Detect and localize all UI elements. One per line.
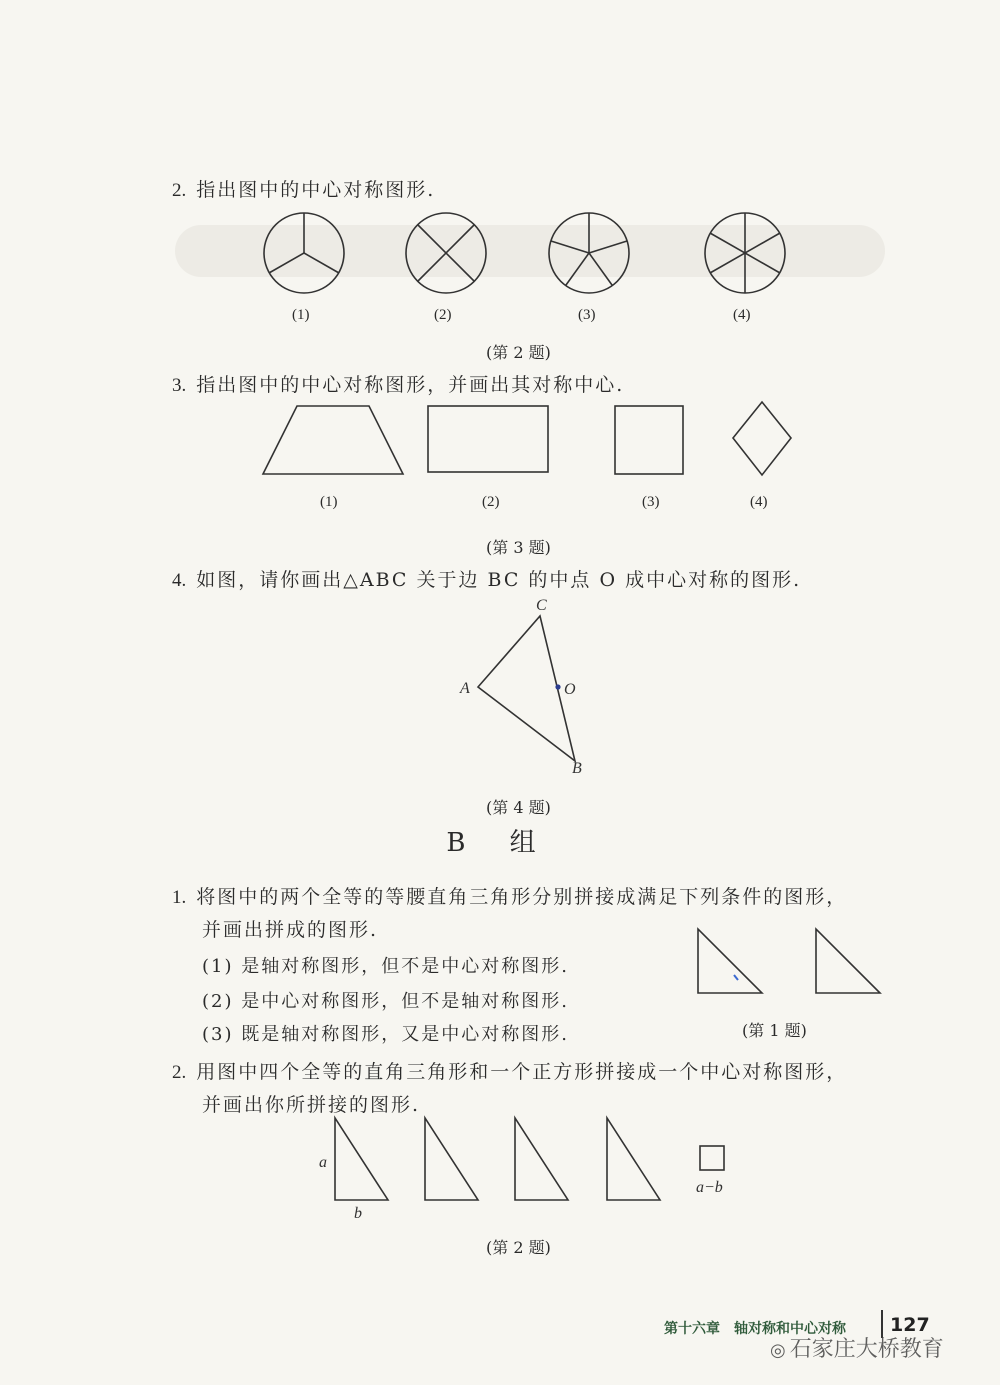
question-number: 2. — [172, 180, 187, 201]
question-number: 3. — [172, 375, 187, 396]
b2-pieces-figure — [310, 1110, 740, 1220]
isosceles-right-triangle-1 — [698, 929, 762, 993]
circle-3 — [549, 213, 629, 293]
midpoint-o — [555, 684, 560, 689]
triangle-abc — [478, 616, 575, 761]
rectangle-shape — [428, 406, 548, 472]
b1-caption: (第 1 题) — [742, 1021, 807, 1040]
question-text: 指出图中的中心对称图形. — [196, 179, 436, 201]
b2-caption: (第 2 题) — [486, 1238, 551, 1257]
trapezoid-shape — [263, 406, 403, 474]
question-text-line-1: 用图中四个全等的直角三角形和一个正方形拼接成一个中心对称图形， — [196, 1061, 848, 1083]
b-question-2-line-2: 并画出你所拼接的图形. — [202, 1094, 421, 1116]
question-4 — [172, 565, 801, 592]
square-side-label: a−b — [696, 1179, 723, 1196]
isosceles-right-triangle-2 — [816, 929, 880, 993]
circle-4 — [705, 213, 785, 293]
question-text-line-1: 将图中的两个全等的等腰直角三角形分别拼接成满足下列条件的图形， — [196, 886, 848, 908]
circle-2 — [406, 213, 486, 293]
circle-1 — [264, 213, 344, 293]
q3-caption: (第 3 题) — [486, 538, 551, 557]
vertex-b-label: B — [572, 760, 582, 777]
group-b-heading: B 组 — [446, 828, 554, 858]
b-question-2 — [172, 1057, 847, 1084]
vertex-a-label: A — [460, 680, 470, 697]
q3-label-1: (1) — [320, 494, 338, 510]
q2-label-2: (2) — [434, 307, 452, 323]
question-number: 4. — [172, 570, 187, 591]
q3-shapes-figure — [255, 398, 815, 483]
q2-label-4: (4) — [733, 307, 751, 323]
b1-item-3: (3) 既是轴对称图形，又是中心对称图形. — [202, 1024, 569, 1045]
q2-label-3: (3) — [578, 307, 596, 323]
right-triangle-4 — [607, 1118, 660, 1200]
question-number: 2. — [172, 1062, 187, 1083]
b-question-1 — [172, 882, 847, 909]
b-question-1-line-2: 并画出拼成的图形. — [202, 919, 379, 941]
q4-caption: (第 4 题) — [486, 798, 551, 817]
q3-label-4: (4) — [750, 494, 768, 510]
question-text: 如图，请你画出△ABC 关于边 BC 的中点 O 成中心对称的图形. — [196, 569, 802, 591]
blue-mark — [734, 975, 738, 980]
small-square — [700, 1146, 724, 1170]
wechat-icon: ◎ — [770, 1340, 786, 1361]
vertex-c-label: C — [536, 597, 547, 614]
b1-item-1: (1) 是轴对称图形，但不是中心对称图形. — [202, 956, 569, 977]
right-triangle-1 — [335, 1118, 388, 1200]
q2-circles-figure — [250, 205, 790, 305]
q3-label-3: (3) — [642, 494, 660, 510]
q2-label-1: (1) — [292, 307, 310, 323]
watermark — [770, 1332, 944, 1363]
side-b-label: b — [354, 1205, 362, 1222]
rhombus-shape — [733, 402, 791, 475]
right-triangle-2 — [425, 1118, 478, 1200]
triangle-abc-figure — [450, 590, 600, 780]
q3-label-2: (2) — [482, 494, 500, 510]
question-3 — [172, 370, 624, 397]
q2-caption: (第 2 题) — [486, 343, 551, 362]
b1-triangles-figure — [690, 925, 890, 1000]
square-shape — [615, 406, 683, 474]
point-o-label: O — [564, 681, 576, 698]
chapter-title: 第十六章 轴对称和中心对称 — [664, 1321, 846, 1337]
question-2 — [172, 175, 435, 202]
right-triangle-3 — [515, 1118, 568, 1200]
page-number: 127 — [890, 1314, 930, 1336]
question-text: 指出图中的中心对称图形，并画出其对称中心. — [196, 374, 625, 396]
question-number: 1. — [172, 887, 187, 908]
side-a-label: a — [319, 1154, 327, 1171]
watermark-text: 石家庄大桥教育 — [789, 1337, 944, 1362]
b1-item-2: (2) 是中心对称图形，但不是轴对称图形. — [202, 991, 569, 1012]
